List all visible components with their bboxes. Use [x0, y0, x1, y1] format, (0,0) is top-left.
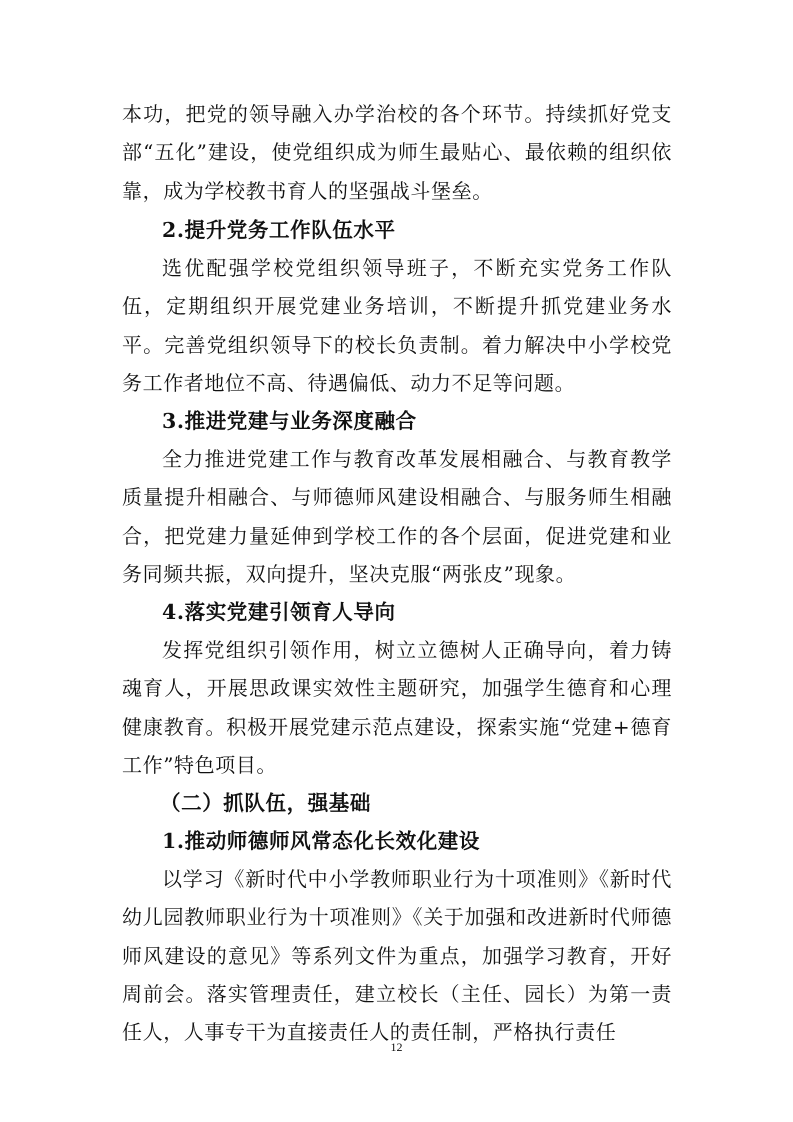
heading-ethics: 1.推动师德师风常态化长效化建设: [162, 829, 480, 853]
section-heading-team: （二）抓队伍，强基础: [160, 791, 371, 815]
page-number: 12: [390, 1040, 403, 1054]
paragraph-integration: 全力推进党建工作与教育改革发展相融合、与教育教学质量提升相融合、与师德师风建设相融合、与服务师生相融合，把党建力量延伸到学校工作的各个层面，促进党建和业务同频共振，双向提升，坚决克服“两张皮”现象。: [122, 447, 672, 586]
heading-party-team: 2.提升党务工作队伍水平: [162, 218, 396, 242]
heading-integration: 3.推进党建与业务深度融合: [162, 409, 417, 433]
paragraph-ethics: 以学习《新时代中小学教师职业行为十项准则》《新时代幼儿园教师职业行为十项准则》《关于加强和改进新时代师德师风建设的意见》等系列文件为重点，加强学习教育，开好周前会。落实管理责任，建立校长（主任、园长）为第一责任人，人事专干为直接责任人的责任制，严格执行责任: [122, 867, 672, 1045]
paragraph-intro: 本功，把党的领导融入办学治校的各个环节。持续抓好党支部“五化”建设，使党组织成为师生最贴心、最依赖的组织依靠，成为学校教书育人的坚强战斗堡垒。: [122, 102, 672, 203]
paragraph-party-team: 选优配强学校党组织领导班子，不断充实党务工作队伍，定期组织开展党建业务培训，不断提升抓党建业务水平。完善党组织领导下的校长负责制。着力解决中小学校党务工作者地位不高、待遇偏低、动力不足等问题。: [122, 256, 672, 395]
paragraph-guidance: 发挥党组织引领作用，树立立德树人正确导向，着力铸魂育人，开展思政课实效性主题研究，加强学生德育和心理健康教育。积极开展党建示范点建设，探索实施“党建+德育工作”特色项目。: [122, 638, 672, 777]
heading-guidance: 4.落实党建引领育人导向: [162, 600, 396, 624]
